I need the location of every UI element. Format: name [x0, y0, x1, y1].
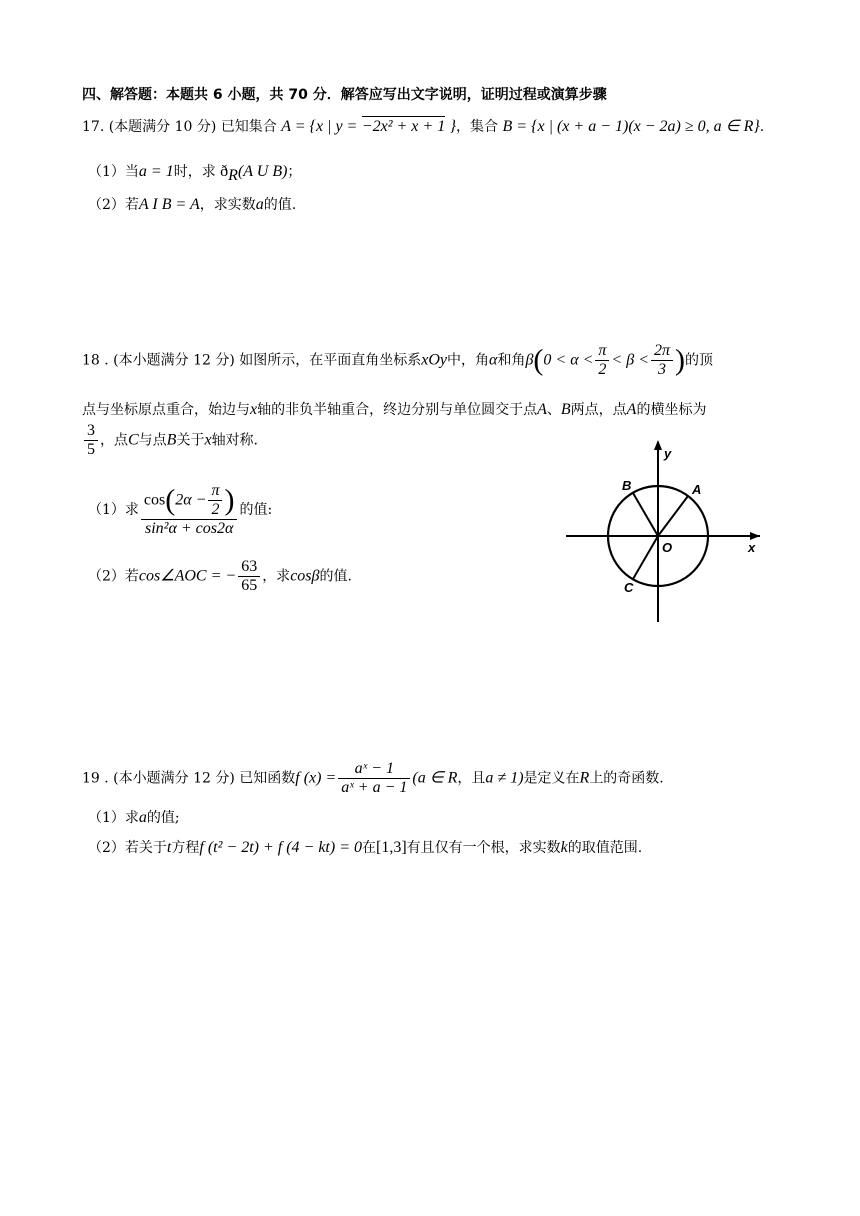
q18-statement-line2: 点与坐标原点重合，始边与x轴的非负半轴重合，终边分别与单位圆交于点A、B两点，点A的横坐标为	[82, 401, 707, 418]
segment-oc	[633, 536, 658, 579]
sixtythree-over-sixtyfive: $\frac{63}{65}$	[238, 558, 260, 595]
label-y: y	[664, 446, 672, 461]
set-b-def: B = {x | (x + a − 1)(x − 2a) ≥ 0, a ∈ R}	[502, 118, 760, 135]
terminal-side-a	[658, 496, 688, 536]
unit-circle-figure	[560, 436, 770, 626]
pi-over-2: $\frac{\pi}{2}$	[595, 342, 609, 379]
terminal-side-b	[633, 493, 658, 536]
q17-part1: （1）当a = 1时，求 $ð_R(A$ U B)；	[88, 163, 302, 184]
q17-statement: 17. (本题满分 10 分) 已知集合 A = {x | y = −2x² + x + 1 }，集合 B = {x | (x + a − 1)(x − 2a) ≥ 0, a ∈ R}.	[82, 118, 765, 135]
three-fifths: $\frac{3}{5}$	[84, 422, 98, 459]
q19-part1: （1）求a的值;	[88, 809, 180, 826]
q19-statement: 19 . (本小题满分 12 分) 已知函数f (x) = $\frac{\text{aˣ − 1}}{\text{aˣ + a − 1}}$ (a ∈ R，且a ≠ 1)是定义在R上的奇函数.	[82, 760, 664, 796]
q17-number: 17. (本题满分 10 分)	[82, 119, 217, 135]
label-x: x	[748, 540, 756, 555]
q17-part2: （2）若A I B = A，求实数a的值.	[88, 196, 297, 213]
q18-statement-line1: 18 . (本小题满分 12 分) 如图所示，在平面直角坐标系xOy中，角α和角β(0 < α < $\frac{\pi}{2}$ < β < $\frac{2\pi}{3}$ )的顶	[82, 342, 713, 378]
label-c: C	[624, 580, 634, 595]
two-pi-over-3: $\frac{2\pi}{3}$	[651, 342, 673, 379]
q18-p1-fraction: cos(2α − $\frac{\pi}{2}$ ) sin²α + cos2α	[141, 482, 238, 538]
q19-number: 19 . (本小题满分 12 分)	[82, 770, 235, 787]
label-origin: O	[662, 540, 673, 555]
y-axis-arrow	[654, 440, 662, 450]
label-a: A	[692, 482, 702, 497]
x-axis-arrow	[750, 532, 760, 540]
q18-number: 18 . (本小题满分 12 分)	[82, 352, 235, 369]
q18-statement-line3: $\frac{3}{5}$ ，点C与点B关于x轴对称.	[82, 422, 258, 459]
function-fraction: $\frac{\text{aˣ − 1}}{\text{aˣ + a − 1}}$	[338, 760, 410, 797]
q18-part2: （2）若cos∠AOC = − $\frac{63}{65}$ ，求cosβ的值.	[88, 558, 352, 594]
set-a-radicand: −2x² + x + 1	[361, 118, 446, 135]
q19-part2: （2）若关于t方程f (t² − 2t) + f (4 − kt) = 0在[1,3]有且仅有一个根，求实数k的取值范围.	[88, 839, 643, 856]
label-b: B	[622, 478, 632, 493]
set-a-def: A = {x | y =	[281, 118, 358, 135]
section-heading: 四、解答题：本题共 6 小题，共 70 分．解答应写出文字说明，证明过程或演算步骤	[82, 87, 607, 103]
q18-part1: （1）求 cos(2α − $\frac{\pi}{2}$ ) sin²α + cos2α 的值:	[88, 482, 273, 537]
